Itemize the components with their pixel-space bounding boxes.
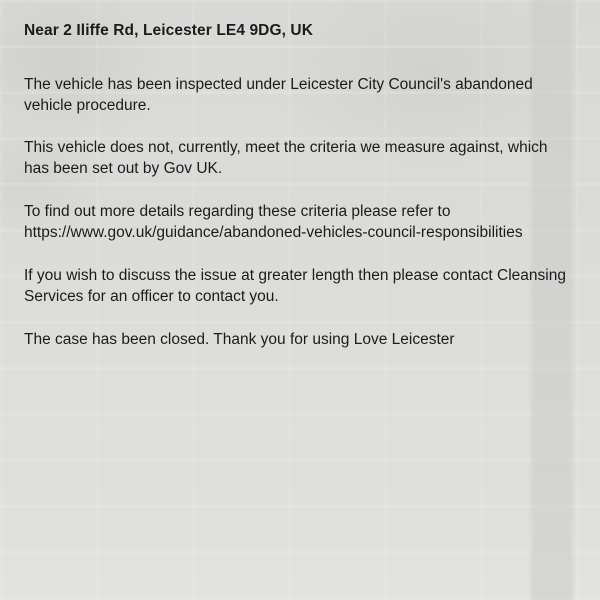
paragraph-criteria: This vehicle does not, currently, meet the criteria we measure against, which has been set out by Gov UK. [24,139,548,178]
paragraph-contact: If you wish to discuss the issue at greater length then please contact Cleansing Services for an officer to contact you. [24,267,566,306]
paragraph-case-closed: The case has been closed. Thank you for using Love Leicester [24,330,455,348]
paragraph-guidance-link: To find out more details regarding these criteria please refer to https://www.gov.uk/guidance/abandoned-vehicles-council-responsibilities [24,203,523,242]
paragraph-inspection: The vehicle has been inspected under Leicester City Council's abandoned vehicle procedure. [24,75,533,114]
page-title: Near 2 Iliffe Rd, Leicester LE4 9DG, UK [24,22,314,39]
